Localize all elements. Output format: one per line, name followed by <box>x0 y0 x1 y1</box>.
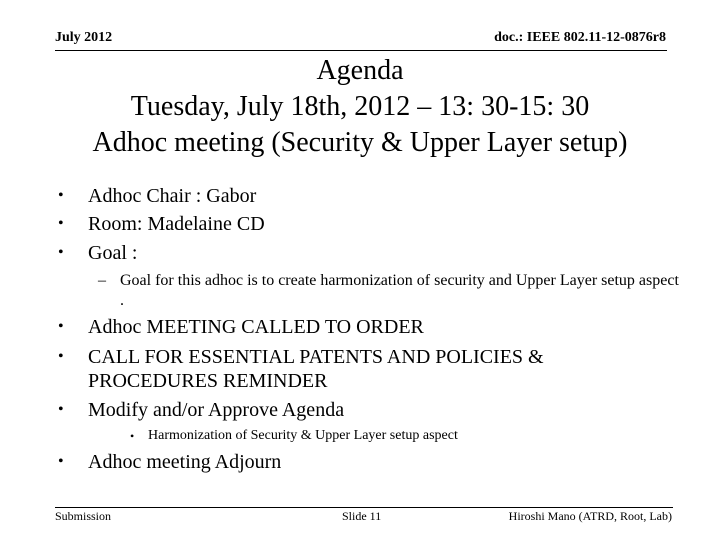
bullet-marker: • <box>58 453 64 470</box>
sub-text-agenda-topic: Harmonization of Security & Upper Layer setup aspect <box>148 428 458 443</box>
bullet-text-goal: Goal : <box>88 242 138 264</box>
footer-slide-number: Slide 11 <box>342 509 382 523</box>
bullet-text-room: Room: Madelaine CD <box>88 213 265 235</box>
bullet-text-called-to-order: Adhoc MEETING CALLED TO ORDER <box>88 316 424 338</box>
header-date: July 2012 <box>55 30 113 45</box>
bullet-marker: • <box>58 401 64 418</box>
title-line-date-time: Tuesday, July 18th, 2012 – 13: 30-15: 30 <box>130 91 590 122</box>
sub-text-goal-detail: Goal for this adhoc is to create harmonization of security and Upper Layer setup aspect . <box>120 272 679 309</box>
title-line-agenda: Agenda <box>316 55 404 86</box>
slide-title <box>0 53 720 161</box>
header-doc-id: doc.: IEEE 802.11-12-0876r8 <box>494 30 666 45</box>
header-divider <box>55 50 667 51</box>
bullet-text-patents: CALL FOR ESSENTIAL PATENTS AND POLICIES & PROCEDURES REMINDER <box>88 346 544 392</box>
bullet-text-chair: Adhoc Chair : Gabor <box>88 185 257 207</box>
bullet-marker: • <box>58 187 64 204</box>
bullet-marker: • <box>58 215 64 232</box>
bullet-marker: • <box>58 348 64 365</box>
footer-divider <box>55 507 673 508</box>
dash-marker: – <box>98 272 106 289</box>
title-line-meeting: Adhoc meeting (Security & Upper Layer setup) <box>92 127 628 158</box>
bullet-marker: • <box>58 318 64 335</box>
bullet-text-agenda: Modify and/or Approve Agenda <box>88 399 345 421</box>
bullet-marker: • <box>130 429 135 443</box>
bullet-text-adjourn: Adhoc meeting Adjourn <box>88 451 282 473</box>
bullet-marker: • <box>58 244 64 261</box>
footer-submission: Submission <box>55 509 112 523</box>
footer-author: Hiroshi Mano (ATRD, Root, Lab) <box>508 509 672 523</box>
